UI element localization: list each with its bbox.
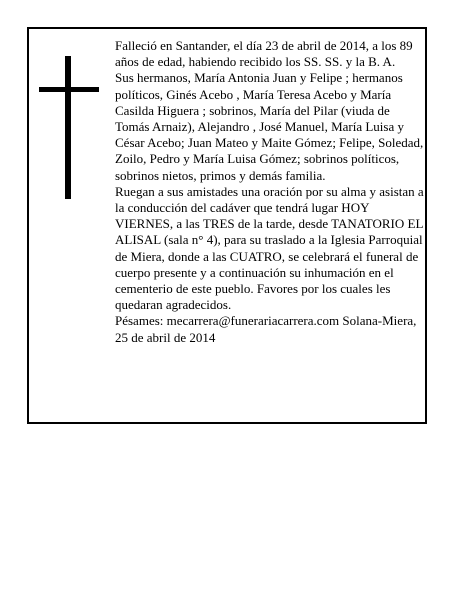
- family-list: Sus hermanos, María Antonia Juan y Felipe ; hermanos políticos, Ginés Acebo , María Teresa Acebo y María Casilda Higuera ; sobrinos, María del Pilar (viuda de Tomás Arnaiz), Alejandro , José Manuel, María Luisa y César Acebo; Juan Mateo y Maite Gómez; Felipe, Soledad, Zoilo, Pedro y María Luisa Gómez; sobrinos políticos, sobrinos nietos, primos y demás familia.: [115, 70, 424, 183]
- condolences-contact: Pésames: mecarrera@funerariacarrera.com Solana-Miera, 25 de abril de 2014: [115, 313, 417, 345]
- obituary-notice: [27, 27, 427, 424]
- funeral-details: Ruegan a sus amistades una oración por su alma y asistan a la conducción del cadáver que tendrá lugar HOY VIERNES, a las TRES de la tarde, desde TANATORIO EL ALISAL (sala n° 4), para su traslado a la Iglesia Parroquial de Miera, donde a las CUATRO, se celebrará el funeral de cuerpo presente y a continuación su inhumación en el cementerio de este pueblo. Favores por los cuales les quedaran agradecidos.: [115, 183, 424, 313]
- cross-vertical-bar: [65, 56, 71, 199]
- cross-horizontal-bar: [39, 87, 99, 92]
- notice-body: [115, 38, 427, 346]
- cross-icon: [39, 56, 99, 199]
- death-announcement: Falleció en Santander, el día 23 de abril de 2014, a los 89 años de edad, habiendo recibido los SS. SS. y la B. A.: [115, 38, 413, 70]
